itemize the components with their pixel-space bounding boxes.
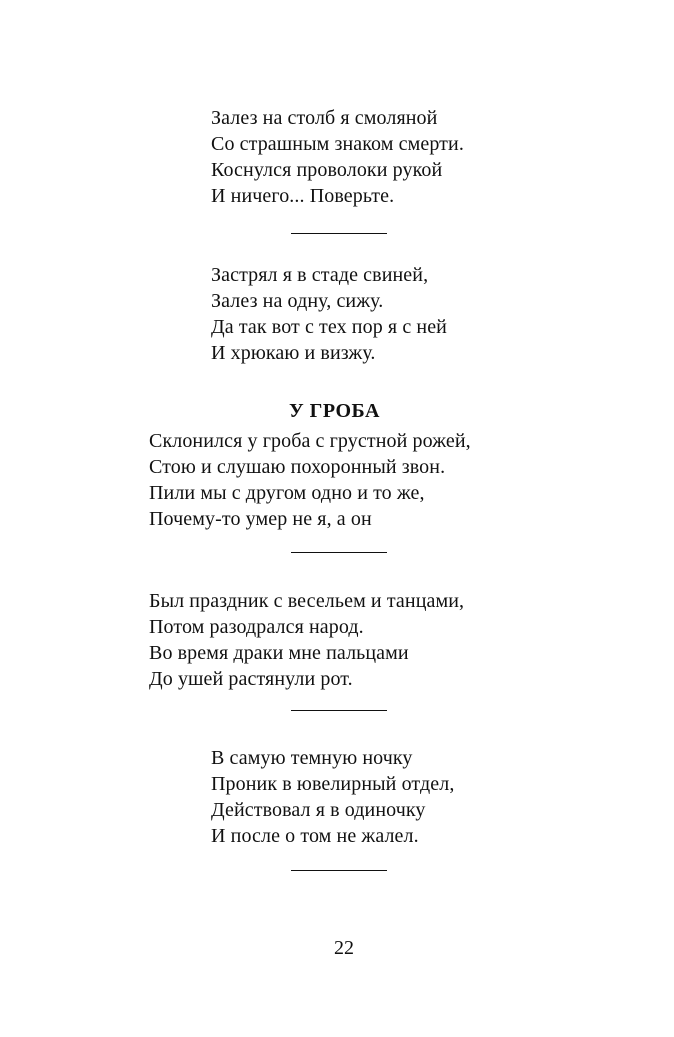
verse-line: В самую темную ночку (211, 747, 413, 769)
verse-line: Действовал я в одиночку (211, 799, 426, 821)
section-divider (291, 870, 387, 871)
verse-line: И хрюкаю и визжу. (211, 342, 376, 364)
verse-line: Был праздник с весельем и танцами, (149, 590, 465, 612)
section-divider (291, 233, 387, 234)
verse-line: Стою и слушаю похоронный звон. (149, 456, 446, 478)
stanza-5 (211, 745, 454, 849)
verse-line: Да так вот с тех пор я с ней (211, 316, 447, 338)
section-divider (291, 552, 387, 553)
stanza-4 (149, 588, 464, 692)
verse-line: И ничего... Поверьте. (211, 185, 395, 207)
verse-line: Склонился у гроба с грустной рожей, (149, 430, 471, 452)
verse-line: Коснулся проволоки рукой (211, 159, 443, 181)
verse-line: До ушей растянули рот. (149, 668, 353, 690)
verse-line: Потом разодрался народ. (149, 616, 364, 638)
stanza-1 (211, 105, 464, 209)
stanza-3 (149, 428, 471, 532)
verse-line: Пили мы с другом одно и то же, (149, 482, 425, 504)
verse-line: Со страшным знаком смерти. (211, 133, 464, 155)
verse-line: Во время драки мне пальцами (149, 642, 409, 664)
verse-line: Залез на столб я смоляной (211, 107, 438, 129)
verse-line: Застрял я в стаде свиней, (211, 264, 429, 286)
poem-heading: У ГРОБА (289, 400, 380, 422)
verse-line: Залез на одну, сижу. (211, 290, 384, 312)
verse-line: Проник в ювелирный отдел, (211, 773, 455, 795)
verse-line: Почему-то умер не я, а он (149, 508, 372, 530)
verse-line: И после о том не жалел. (211, 825, 419, 847)
page-number: 22 (334, 937, 354, 959)
stanza-2 (211, 262, 447, 366)
section-divider (291, 710, 387, 711)
